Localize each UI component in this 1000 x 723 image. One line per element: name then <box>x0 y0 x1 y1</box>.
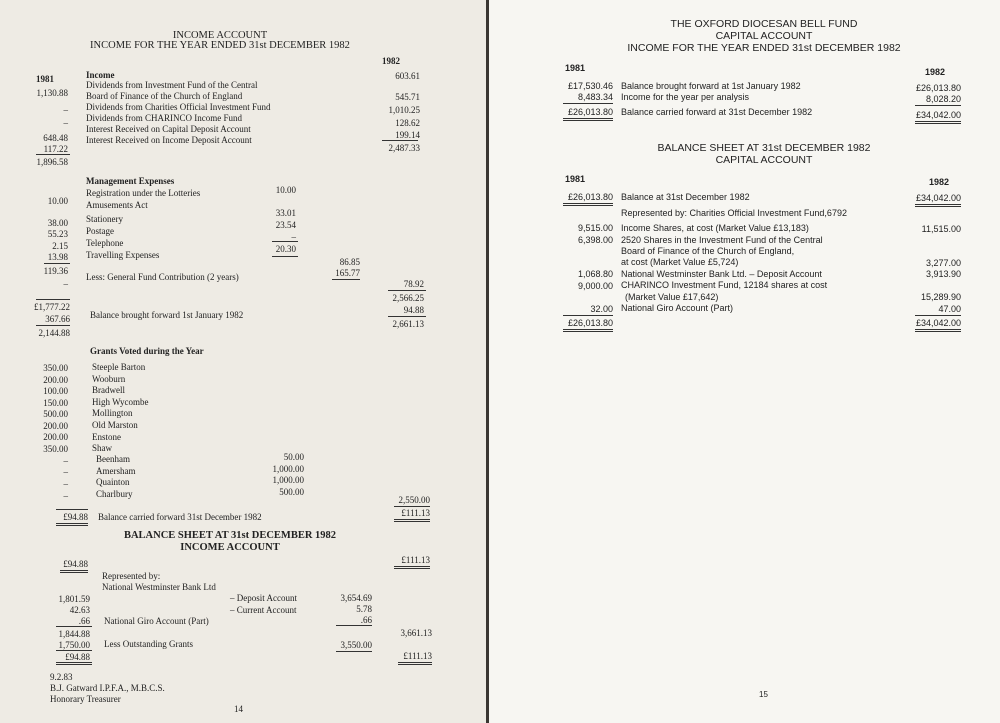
bs-1982-value: 3,913.90 <box>925 269 961 279</box>
capital-1982-value: £26,013.80 <box>915 83 961 93</box>
bs-label: Represented by: Charities Official Investment Fund,6792 <box>621 208 847 218</box>
bs-top-1982: £111.13 <box>401 555 430 565</box>
rule <box>563 315 613 316</box>
giro-label: National Giro Account (Part) <box>104 616 209 626</box>
carried-forward-1982: £111.13 <box>401 508 430 518</box>
income-1982-value: 603.61 <box>395 71 420 81</box>
grant-1981-value: – <box>63 491 68 501</box>
rule <box>36 299 70 300</box>
expense-1982-value: 23.54 <box>275 220 296 230</box>
right-page <box>489 0 1000 723</box>
expense-1982-value: – <box>291 232 296 242</box>
income-1981-value: 648.48 <box>43 133 68 143</box>
balance-sheet-title: BALANCE SHEET AT 31st DECEMBER 1982 <box>123 530 337 541</box>
capital-1981-value: £26,013.80 <box>567 107 613 117</box>
grant-1981-value: 100.00 <box>43 386 68 396</box>
income-account-title: INCOME ACCOUNT <box>172 30 268 41</box>
bs-column-1981-header: 1981 <box>565 174 586 184</box>
carried-forward-label: Balance carried forward 31st December 1982 <box>98 512 262 522</box>
grant-parish: High Wycombe <box>92 397 149 407</box>
double-rule <box>56 523 88 526</box>
grant-1981-value: – <box>63 467 68 477</box>
rule <box>36 154 70 155</box>
expense-1981-value: 38.00 <box>47 218 68 228</box>
capital-balance-sheet-subtitle: CAPITAL ACCOUNT <box>715 154 813 166</box>
double-rule <box>398 662 432 665</box>
represented-by-label: Represented by: <box>102 571 161 581</box>
final-1982: £111.13 <box>403 651 432 661</box>
expense-1981-value: 2.15 <box>52 241 68 251</box>
outstanding-1981: 1,750.00 <box>58 640 90 650</box>
bs-1981-value: 32.00 <box>590 304 613 314</box>
rule <box>336 651 372 652</box>
grant-1982-value: 1,000.00 <box>272 464 304 474</box>
bs-total-1981: £26,013.80 <box>567 318 613 328</box>
page-number: 15 <box>759 690 768 699</box>
rule <box>332 279 360 280</box>
capital-balance-sheet-title: BALANCE SHEET AT 31st DECEMBER 1982 <box>657 142 871 154</box>
capital-1981-value: £17,530.46 <box>567 81 613 91</box>
expense-label: Registration under the Lotteries <box>86 188 201 198</box>
grant-parish: Enstone <box>92 432 121 442</box>
income-account-subtitle: INCOME FOR THE YEAR ENDED 31st DECEMBER 1982 <box>90 40 350 51</box>
income-label: Interest Received on Income Deposit Account <box>86 135 252 145</box>
income-1982-value: 128.62 <box>395 118 420 128</box>
bs-1982-value: 15,289.90 <box>920 292 961 302</box>
current-1982: 5.78 <box>356 604 372 614</box>
grant-1981-value: 350.00 <box>43 444 68 454</box>
left-page <box>0 0 486 723</box>
rule <box>56 650 92 651</box>
rule <box>336 625 372 626</box>
income-1982-value: 545.71 <box>395 92 420 102</box>
bs-column-1982-header: 1982 <box>929 177 950 187</box>
rule <box>915 315 961 316</box>
double-rule <box>915 329 961 332</box>
capital-label: Balance carried forward at 31st December 1982 <box>621 107 813 117</box>
bs-1981-value: £26,013.80 <box>567 192 613 202</box>
rule <box>56 509 88 510</box>
expense-1982-value: 10.00 <box>275 185 296 195</box>
bs-label: at cost (Market Value £5,724) <box>621 257 739 267</box>
capital-account-subtitle: INCOME FOR THE YEAR ENDED 31st DECEMBER 1982 <box>627 42 901 54</box>
signature-date: 9.2.83 <box>50 672 73 682</box>
contribution-label: Less: General Fund Contribution (2 years) <box>86 272 239 282</box>
capital-1982-value: 8,028.20 <box>925 94 961 104</box>
rule <box>272 241 298 242</box>
grant-parish: Charlbury <box>96 489 133 499</box>
grants-heading: Grants Voted during the Year <box>90 346 204 356</box>
capital-1981-value: 8,483.34 <box>577 92 613 102</box>
expense-label: Postage <box>86 226 114 236</box>
rule <box>915 105 961 106</box>
management-expenses-heading: Management Expenses <box>86 176 175 186</box>
final-1981: £94.88 <box>65 652 90 662</box>
double-rule <box>563 203 613 206</box>
income-label: Dividends from Charities Official Investment Fund <box>86 102 271 112</box>
sum-1981: 1,844.88 <box>58 629 90 639</box>
grant-parish: Wooburn <box>92 374 126 384</box>
bs-1982-value: 11,515.00 <box>921 224 961 234</box>
double-rule <box>915 204 961 207</box>
income-1981-value: 1,130.88 <box>36 88 68 98</box>
deposit-1982: 3,654.69 <box>340 593 372 603</box>
grant-1982-value: 1,000.00 <box>272 475 304 485</box>
grant-parish: Beenham <box>96 454 130 464</box>
income-label: Dividends from Investment Fund of the Central <box>86 80 258 90</box>
grant-1981-value: 200.00 <box>43 432 68 442</box>
income-heading: Income <box>86 70 115 80</box>
page-number: 14 <box>234 704 243 714</box>
capital-account-title: CAPITAL ACCOUNT <box>715 30 813 42</box>
grant-1981-value: 350.00 <box>43 363 68 373</box>
column-1981-header: 1981 <box>565 63 586 73</box>
grant-1981-value: 150.00 <box>43 398 68 408</box>
brought-forward-1981: 367.66 <box>45 314 70 324</box>
expense-label: Telephone <box>86 238 124 248</box>
column-1981-header: 1981 <box>36 74 54 84</box>
expense-1981-value: 10.00 <box>47 196 68 206</box>
deposit-1981: 1,801.59 <box>58 594 90 604</box>
grant-parish: Amersham <box>96 466 136 476</box>
bs-1981-value: 9,515.00 <box>577 223 613 233</box>
grant-1981-value: 500.00 <box>43 409 68 419</box>
bs-label: CHARINCO Investment Fund, 12184 shares at cost <box>621 280 828 290</box>
rule <box>394 506 430 507</box>
bank-label: National Westminster Bank Ltd <box>102 582 216 592</box>
giro-1982: .66 <box>360 615 372 625</box>
expense-1981-value: 13.98 <box>47 252 68 262</box>
column-1982-header: 1982 <box>382 56 400 66</box>
expense-label: Amusements Act <box>86 200 148 210</box>
fund-title: THE OXFORD DIOCESAN BELL FUND <box>670 18 858 30</box>
double-rule <box>563 118 613 121</box>
rule <box>388 316 426 317</box>
rule <box>272 256 298 257</box>
expense-total-1982: 86.85 <box>339 257 360 267</box>
current-label: – Current Account <box>230 605 297 615</box>
income-label: Dividends from CHARINCO Income Fund <box>86 113 242 123</box>
subtotal-1982: 2,566.25 <box>392 293 424 303</box>
income-1981-value: – <box>63 105 68 115</box>
balance-sheet-subtitle: INCOME ACCOUNT <box>180 542 280 553</box>
income-total-1981: 1,896.58 <box>36 157 68 167</box>
total-1982: 2,661.13 <box>392 319 424 329</box>
bs-1982-value: 3,277.00 <box>925 258 961 268</box>
rule <box>388 290 426 291</box>
bs-label: Income Shares, at cost (Market Value £13,183) <box>621 223 809 233</box>
double-rule <box>394 519 430 522</box>
bs-label: Board of Finance of the Church of England, <box>621 246 795 256</box>
expense-1982-value: 20.30 <box>275 244 296 254</box>
income-1982-value: 199.14 <box>395 130 420 140</box>
bs-1982-value: 47.00 <box>938 304 961 314</box>
grant-1982-value: 500.00 <box>279 487 304 497</box>
expense-1981-value: 55.23 <box>47 229 68 239</box>
double-rule <box>915 121 961 124</box>
bs-1981-value: 6,398.00 <box>577 235 613 245</box>
double-rule <box>394 566 430 569</box>
rule <box>56 626 92 627</box>
bs-1981-value: 9,000.00 <box>577 281 613 291</box>
sum-1982: 3,661.13 <box>400 628 432 638</box>
grant-parish: Mollington <box>92 408 133 418</box>
grant-1982-value: 50.00 <box>283 452 304 462</box>
bs-label: (Market Value £17,642) <box>625 292 719 302</box>
net-expense-1982: 78.92 <box>403 279 424 289</box>
grant-parish: Steeple Barton <box>92 362 146 372</box>
expense-1982-value: 33.01 <box>275 208 296 218</box>
capital-label: Income for the year per analysis <box>621 92 750 102</box>
contribution-1981: – <box>63 279 68 289</box>
bs-label: Balance at 31st December 1982 <box>621 192 750 202</box>
carried-forward-1981: £94.88 <box>63 512 88 522</box>
grant-parish: Shaw <box>92 443 112 453</box>
income-total-1982: 2,487.33 <box>388 143 420 153</box>
signature-name: B.J. Gatward I.P.F.A., M.B.C.S. <box>50 683 165 693</box>
income-label: Board of Finance of the Church of England <box>86 91 243 101</box>
grant-1981-value: – <box>63 456 68 466</box>
capital-label: Balance brought forward at 1st January 1982 <box>621 81 801 91</box>
capital-1982-value: £34,042.00 <box>915 110 961 120</box>
income-1981-value: 117.22 <box>43 144 68 154</box>
rule <box>563 103 613 104</box>
current-1981: 42.63 <box>69 605 90 615</box>
rule <box>44 263 70 264</box>
income-1981-value: – <box>63 118 68 128</box>
double-rule <box>563 329 613 332</box>
brought-forward-1982: 94.88 <box>403 305 424 315</box>
grants-total-1982: 2,550.00 <box>398 495 430 505</box>
bs-label: National Westminster Bank Ltd. – Deposit Account <box>621 269 822 279</box>
bs-1981-value: 1,068.80 <box>577 269 613 279</box>
double-rule <box>60 570 88 573</box>
bs-total-1982: £34,042.00 <box>915 318 961 328</box>
income-1982-value: 1,010.25 <box>388 105 420 115</box>
expense-label: Stationery <box>86 214 123 224</box>
bs-label: 2520 Shares in the Investment Fund of the Central <box>621 235 823 245</box>
rule <box>382 140 418 141</box>
giro-1981: .66 <box>78 616 90 626</box>
contribution-1982: 165.77 <box>335 268 360 278</box>
brought-forward-label: Balance brought forward 1st January 1982 <box>90 310 244 320</box>
total-1981: 2,144.88 <box>38 328 70 338</box>
income-label: Interest Received on Capital Deposit Account <box>86 124 251 134</box>
rule <box>36 325 70 326</box>
deposit-label: – Deposit Account <box>230 593 297 603</box>
outstanding-1982: 3,550.00 <box>340 640 372 650</box>
bs-label: National Giro Account (Part) <box>621 303 734 313</box>
grant-1981-value: 200.00 <box>43 375 68 385</box>
expense-total-1981: 119.36 <box>43 266 68 276</box>
bs-1982-value: £34,042.00 <box>915 193 961 203</box>
grant-parish: Bradwell <box>92 385 125 395</box>
grant-parish: Old Marston <box>92 420 138 430</box>
double-rule <box>56 662 92 665</box>
signature-title: Honorary Treasurer <box>50 694 121 704</box>
expense-label: Travelling Expenses <box>86 250 160 260</box>
grant-1981-value: 200.00 <box>43 421 68 431</box>
grant-1981-value: – <box>63 479 68 489</box>
column-1982-header: 1982 <box>925 67 946 77</box>
brought-forward-1981: £1,777.22 <box>34 302 70 312</box>
bs-top-1981: £94.88 <box>63 559 88 569</box>
grant-parish: Quainton <box>96 477 130 487</box>
outstanding-label: Less Outstanding Grants <box>104 639 193 649</box>
